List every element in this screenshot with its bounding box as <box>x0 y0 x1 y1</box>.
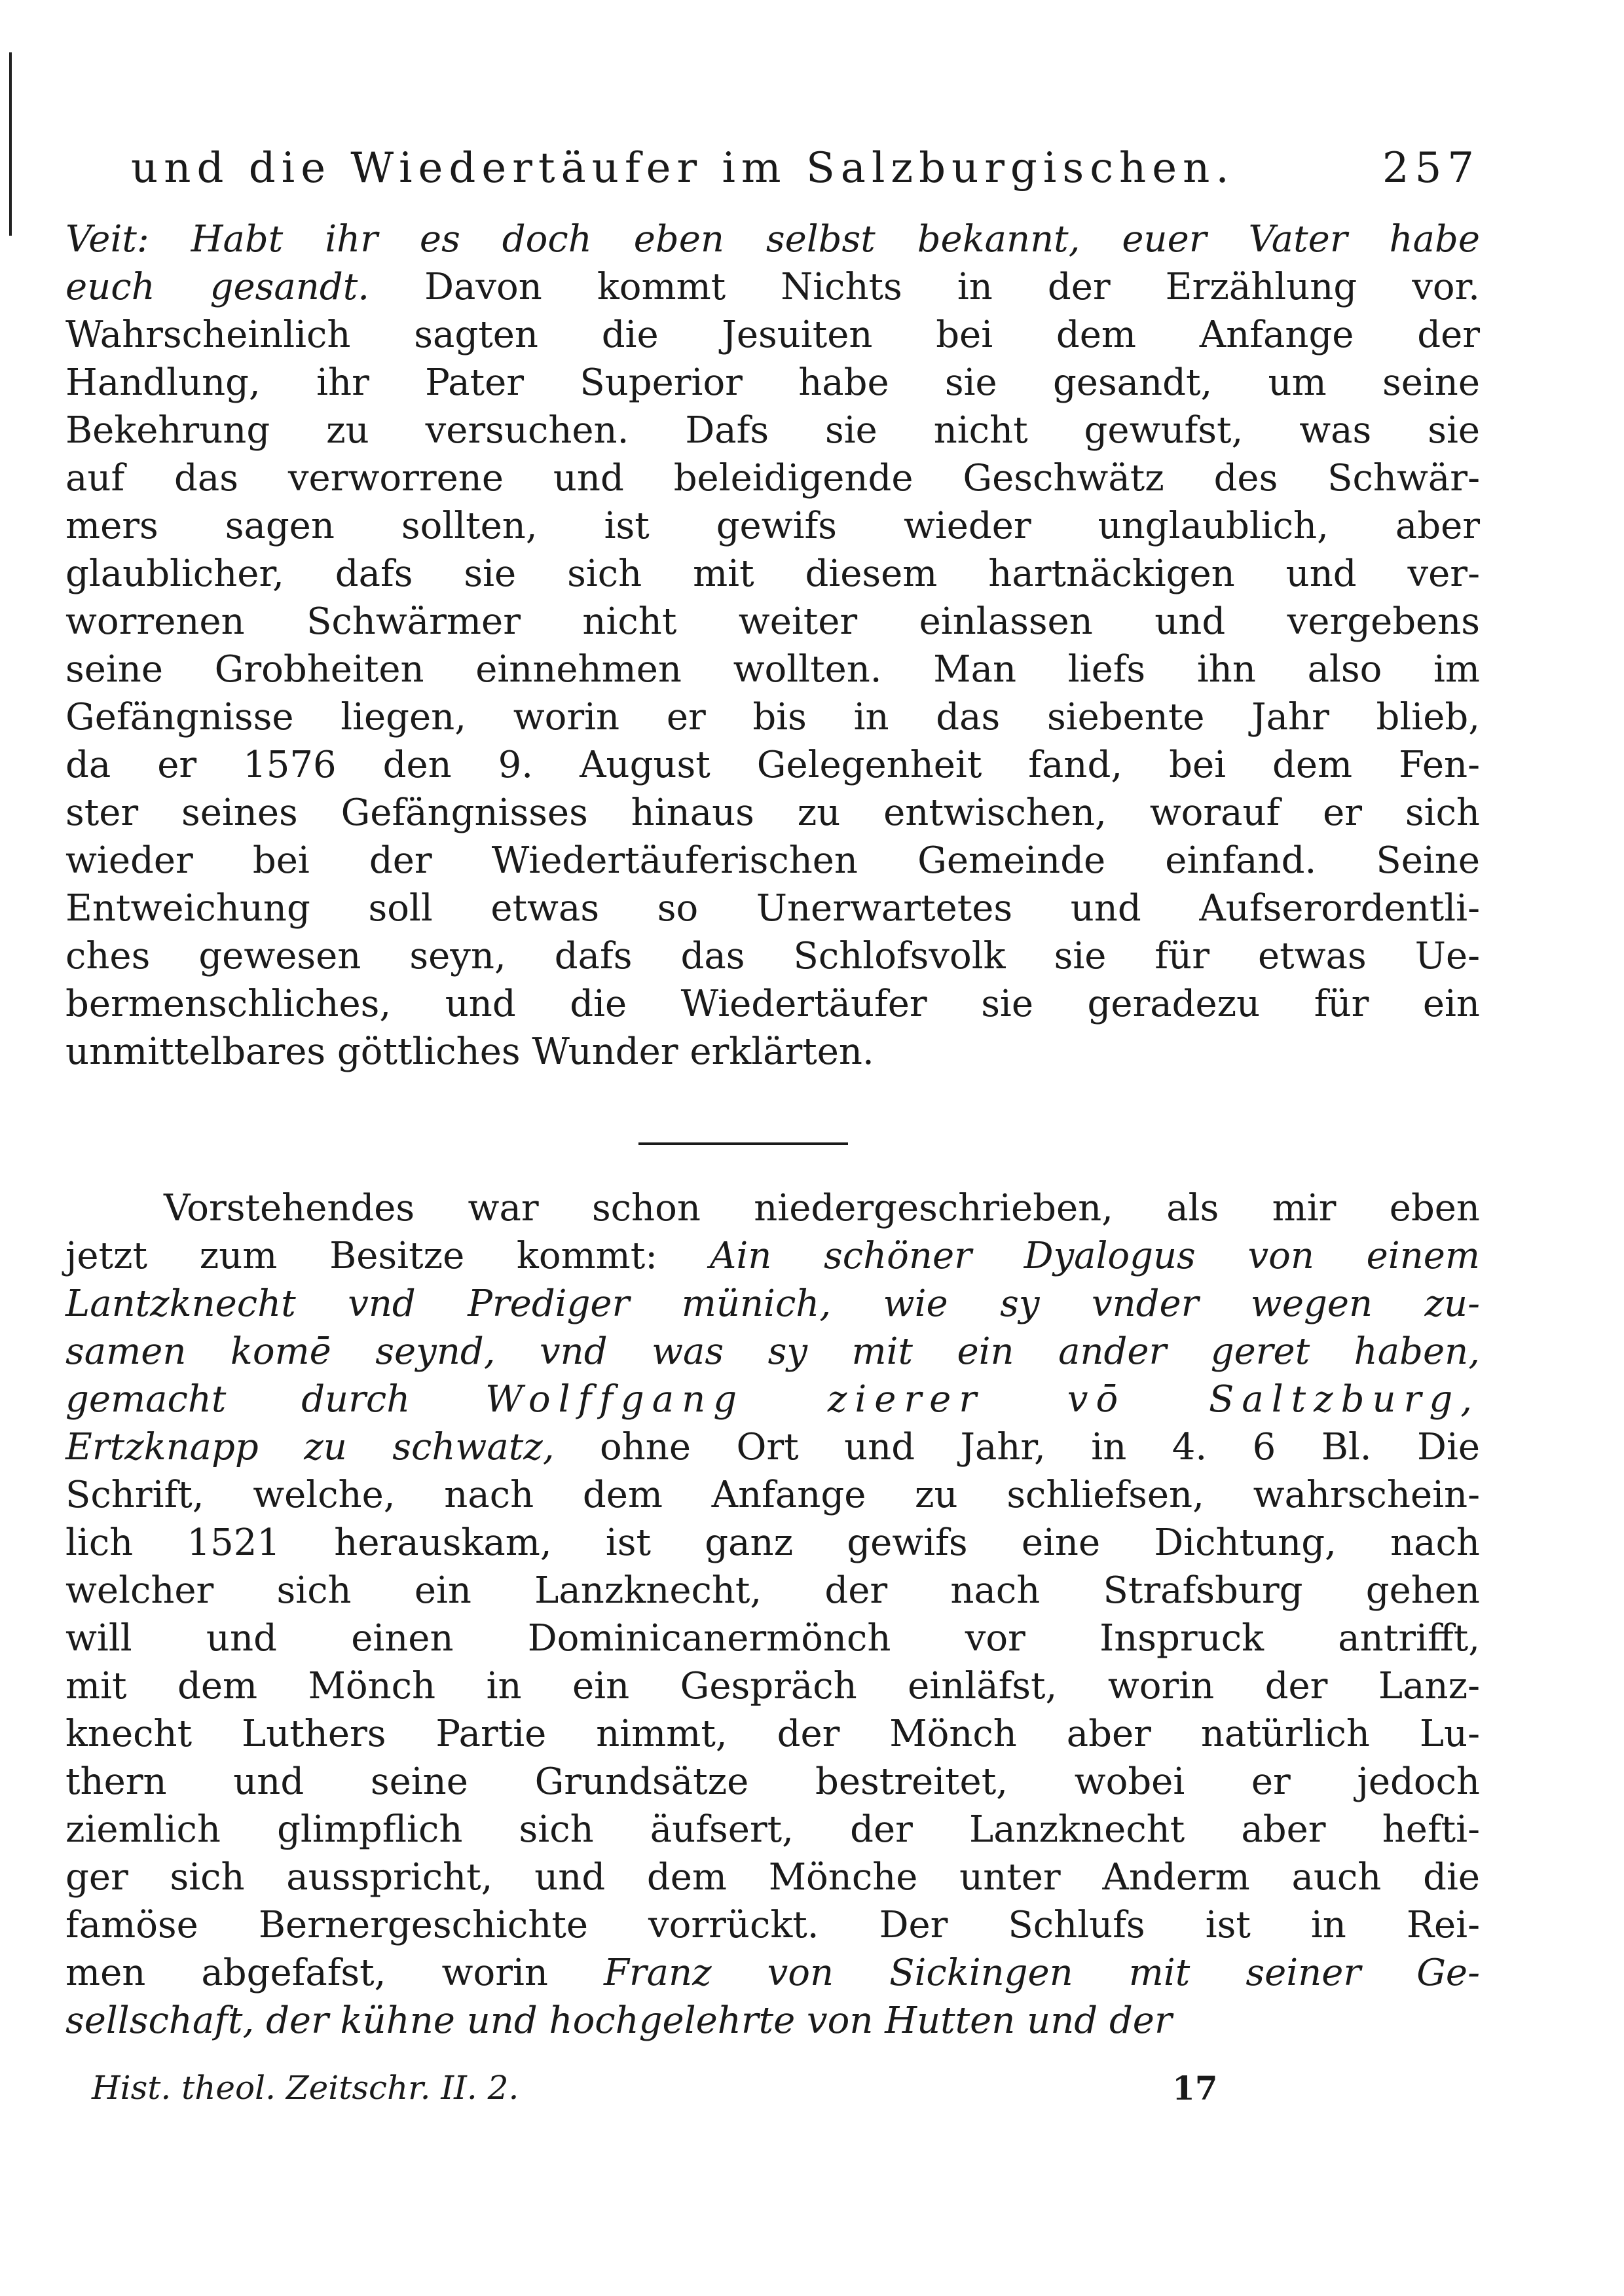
text-segment: mers sagen sollten, ist gewifs wieder unglaublich, aber <box>65 505 1480 547</box>
italic-text: sellschaft, der kühne und hochgelehrte von Hutten und der <box>65 1999 1172 2042</box>
text-line <box>65 1950 1480 1997</box>
text-segment: Davon kommt Nichts in der Erzählung vor. <box>369 266 1480 308</box>
text-segment: glaublicher, dafs sie sich mit diesem hartnäckigen und ver- <box>65 553 1480 595</box>
footer-signature: Hist. theol. Zeitschr. II. 2. <box>92 2069 519 2107</box>
section-divider <box>638 1142 848 1145</box>
text-segment: Wahrscheinlich sagten die Jesuiten bei dem Anfange der <box>65 314 1480 356</box>
italic-text: Ain schöner Dyalogus von einem <box>709 1235 1480 1277</box>
text-segment: bermenschliches, und die Wiedertäufer sie geradezu für ein <box>65 983 1480 1025</box>
text-line <box>65 551 1480 598</box>
text-line <box>65 981 1480 1028</box>
italic-text: Ertzknapp zu schwatz, <box>65 1426 555 1468</box>
text-line <box>65 1758 1480 1806</box>
text-segment: famöse Bernergeschichte vorrückt. Der Schlufs ist in Rei- <box>65 1904 1480 1946</box>
text-line <box>65 790 1480 837</box>
italic-text: gemacht durch <box>65 1378 486 1421</box>
italic-text: Franz von Sickingen mit seiner Ge- <box>604 1952 1480 1994</box>
text-line <box>65 1902 1480 1949</box>
text-segment: ger sich ausspricht, und dem Mönche unter Anderm auch die <box>65 1856 1480 1899</box>
text-segment: mit dem Mönch in ein Gespräch einläfst, worin der Lanz- <box>65 1665 1480 1707</box>
text-line <box>65 264 1480 311</box>
text-segment: ohne Ort und Jahr, in 4. 6 Bl. Die <box>554 1426 1480 1468</box>
text-line <box>65 694 1480 741</box>
text-line <box>65 885 1480 932</box>
text-segment: ches gewesen seyn, dafs das Schlofsvolk sie für etwas Ue- <box>65 935 1480 977</box>
text-line <box>65 1615 1480 1662</box>
text-segment: Schrift, welche, nach dem Anfange zu schliefsen, wahrschein- <box>65 1474 1480 1516</box>
text-line <box>65 1663 1480 1710</box>
text-line <box>65 1711 1480 1758</box>
italic-text: Lantzknecht vnd Prediger münich, wie sy vnder wegen zu- <box>65 1283 1480 1325</box>
text-segment: men abgefafst, worin <box>65 1952 604 1994</box>
text-segment: Bekehrung zu versuchen. Dafs sie nicht gewufst, was sie <box>65 409 1480 452</box>
italic-text: Veit: Habt ihr es doch eben selbst bekannt, euer Vater habe <box>65 218 1480 261</box>
text-segment: ziemlich glimpflich sich äufsert, der Lanzknecht aber hefti- <box>65 1808 1480 1851</box>
text-line <box>65 359 1480 407</box>
text-segment: welcher sich ein Lanzknecht, der nach Strafsburg gehen <box>65 1569 1480 1612</box>
text-line <box>65 1424 1480 1471</box>
text-line <box>65 1806 1480 1853</box>
text-line <box>65 312 1480 359</box>
text-line <box>65 1854 1480 1901</box>
italic-text: samen komē seynd, vnd was sy mit ein ander geret haben, <box>65 1330 1480 1373</box>
text-segment: Handlung, ihr Pater Superior habe sie gesandt, um seine <box>65 361 1480 404</box>
text-line <box>65 407 1480 454</box>
italic-text: Wolffgang zierer vō Saltzburg, <box>485 1378 1481 1421</box>
text-line <box>65 503 1480 550</box>
text-line <box>65 1997 1480 2045</box>
text-segment: da er 1576 den 9. August Gelegenheit fand, bei dem Fen- <box>65 744 1480 786</box>
text-segment: lich 1521 herauskam, ist ganz gewifs eine Dichtung, nach <box>65 1522 1480 1564</box>
text-line <box>65 1328 1480 1376</box>
text-segment: knecht Luthers Partie nimmt, der Mönch aber natürlich Lu- <box>65 1713 1480 1755</box>
footer-sheet-number: 17 <box>1172 2069 1218 2107</box>
text-line <box>65 1376 1480 1423</box>
text-segment: jetzt zum Besitze kommt: <box>65 1235 710 1277</box>
text-segment: Vorstehendes war schon niedergeschrieben, als mir eben <box>164 1187 1480 1230</box>
running-head <box>131 144 1480 192</box>
text-segment: will und einen Dominicanermönch vor Inspruck antrifft, <box>65 1617 1480 1660</box>
text-segment: auf das verworrene und beleidigende Geschwätz des Schwär- <box>65 457 1480 500</box>
text-line <box>65 1281 1480 1328</box>
text-line <box>65 598 1480 646</box>
text-line <box>65 1567 1480 1614</box>
text-line <box>65 933 1480 980</box>
page-footer <box>92 2069 1218 2107</box>
page-edge-line <box>9 52 12 236</box>
page-number: 257 <box>1382 144 1480 192</box>
text-segment: worrenen Schwärmer nicht weiter einlassen und vergebens <box>65 600 1480 643</box>
text-segment: Entweichung soll etwas so Unerwartetes und Aufserordentli- <box>65 887 1480 930</box>
text-line <box>65 216 1480 263</box>
text-line <box>65 455 1480 502</box>
text-line <box>65 1472 1480 1519</box>
text-segment: ster seines Gefängnisses hinaus zu entwischen, worauf er sich <box>65 792 1480 834</box>
text-line <box>65 742 1480 789</box>
text-segment: unmittelbares göttliches Wunder erklärten. <box>65 1030 874 1073</box>
text-segment: seine Grobheiten einnehmen wollten. Man liefs ihn also im <box>65 648 1480 691</box>
text-segment: Gefängnisse liegen, worin er bis in das siebente Jahr blieb, <box>65 696 1480 738</box>
text-line <box>65 1520 1480 1567</box>
text-line <box>65 646 1480 693</box>
text-segment: wieder bei der Wiedertäuferischen Gemeinde einfand. Seine <box>65 839 1480 882</box>
text-line <box>65 1233 1480 1280</box>
text-line <box>65 837 1480 884</box>
italic-text: euch gesandt. <box>65 266 370 308</box>
running-head-title: und die Wiedertäufer im Salzburgischen. <box>131 144 1235 192</box>
text-line <box>164 1185 1480 1232</box>
text-line <box>65 1029 1480 1076</box>
text-segment: thern und seine Grundsätze bestreitet, wobei er jedoch <box>65 1760 1480 1803</box>
